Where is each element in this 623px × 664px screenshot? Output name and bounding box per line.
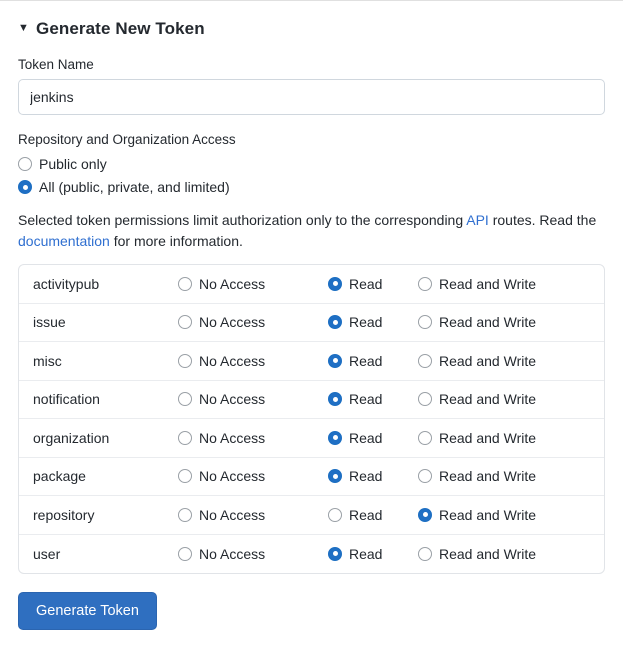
radio-icon[interactable]	[418, 315, 432, 329]
permission-name: repository	[33, 506, 95, 523]
permission-option-read[interactable]	[328, 430, 418, 446]
token-name-input[interactable]	[18, 79, 605, 115]
permission-option-no-access[interactable]	[178, 353, 328, 369]
content-area	[0, 1, 623, 630]
option-label: No Access	[199, 506, 266, 523]
table-row	[19, 496, 604, 535]
radio-icon[interactable]	[18, 180, 32, 194]
radio-icon[interactable]	[328, 354, 342, 368]
submit-area	[18, 592, 605, 630]
access-option-public-only[interactable]	[18, 156, 605, 172]
token-name-label: Token Name	[18, 57, 94, 72]
permissions-note	[18, 210, 605, 252]
option-label: No Access	[199, 545, 266, 562]
option-label: No Access	[199, 275, 266, 292]
radio-icon[interactable]	[418, 547, 432, 561]
permission-name: organization	[33, 429, 110, 446]
radio-icon[interactable]	[328, 431, 342, 445]
permission-option-read[interactable]	[328, 276, 418, 292]
option-label: Read	[349, 506, 383, 523]
permission-option-read[interactable]	[328, 314, 418, 330]
permission-name: package	[33, 468, 86, 485]
table-row	[19, 265, 604, 304]
permissions-table	[18, 264, 605, 574]
permission-name: issue	[33, 314, 66, 331]
permission-option-read-write[interactable]	[418, 391, 590, 407]
option-label: Read and Write	[439, 506, 537, 523]
permission-name: misc	[33, 352, 62, 369]
permission-option-read[interactable]	[328, 353, 418, 369]
radio-icon[interactable]	[418, 354, 432, 368]
radio-icon[interactable]	[178, 392, 192, 406]
option-label: Read	[349, 275, 383, 292]
permission-option-no-access[interactable]	[178, 314, 328, 330]
table-row	[19, 535, 604, 574]
option-label: No Access	[199, 468, 266, 485]
api-link[interactable]: API	[466, 212, 489, 228]
documentation-link[interactable]: documentation	[18, 233, 110, 249]
permission-option-no-access[interactable]	[178, 468, 328, 484]
option-label: No Access	[199, 314, 266, 331]
radio-icon[interactable]	[178, 354, 192, 368]
option-label: Read and Write	[439, 314, 537, 331]
permission-option-no-access[interactable]	[178, 430, 328, 446]
option-label: Read and Write	[439, 429, 537, 446]
permission-option-read-write[interactable]	[418, 314, 590, 330]
permission-option-no-access[interactable]	[178, 276, 328, 292]
note-text-3: for more information.	[109, 233, 243, 249]
option-label: Read	[349, 468, 383, 485]
permission-option-read[interactable]	[328, 391, 418, 407]
permission-option-read-write[interactable]	[418, 276, 590, 292]
access-option-label: All (public, private, and limited)	[39, 179, 230, 195]
permission-option-read-write[interactable]	[418, 353, 590, 369]
access-option-label: Public only	[39, 156, 107, 172]
option-label: Read and Write	[439, 275, 537, 292]
radio-icon[interactable]	[418, 469, 432, 483]
permission-option-no-access[interactable]	[178, 546, 328, 562]
radio-icon[interactable]	[328, 392, 342, 406]
permission-option-no-access[interactable]	[178, 507, 328, 523]
permission-name: user	[33, 545, 61, 562]
permission-option-read-write[interactable]	[418, 546, 590, 562]
radio-icon[interactable]	[418, 508, 432, 522]
radio-icon[interactable]	[418, 392, 432, 406]
permission-option-read-write[interactable]	[418, 430, 590, 446]
permission-option-read-write[interactable]	[418, 507, 590, 523]
option-label: Read	[349, 429, 383, 446]
table-row	[19, 342, 604, 381]
radio-icon[interactable]	[178, 508, 192, 522]
table-row	[19, 458, 604, 497]
option-label: No Access	[199, 352, 266, 369]
radio-icon[interactable]	[328, 547, 342, 561]
radio-icon[interactable]	[178, 315, 192, 329]
option-label: Read and Write	[439, 391, 537, 408]
table-row	[19, 304, 604, 343]
permission-name: notification	[33, 391, 100, 408]
radio-icon[interactable]	[328, 508, 342, 522]
permission-option-read[interactable]	[328, 507, 418, 523]
note-text-1: Selected token permissions limit authorization only to the corresponding	[18, 212, 467, 228]
radio-icon[interactable]	[178, 277, 192, 291]
radio-icon[interactable]	[328, 469, 342, 483]
option-label: No Access	[199, 391, 266, 408]
option-label: Read and Write	[439, 545, 537, 562]
permission-option-read[interactable]	[328, 468, 418, 484]
option-label: Read and Write	[439, 352, 537, 369]
option-label: Read and Write	[439, 468, 537, 485]
permission-name: activitypub	[33, 275, 100, 292]
radio-icon[interactable]	[418, 277, 432, 291]
option-label: No Access	[199, 429, 266, 446]
permission-option-read-write[interactable]	[418, 468, 590, 484]
access-option-all[interactable]	[18, 179, 605, 195]
option-label: Read	[349, 545, 383, 562]
radio-icon[interactable]	[18, 157, 32, 171]
triangle-down-icon[interactable]: ▼	[18, 21, 29, 34]
table-row	[19, 419, 604, 458]
section-header[interactable]	[18, 19, 605, 39]
generate-token-button[interactable]: Generate Token	[18, 592, 157, 630]
access-label: Repository and Organization Access	[18, 132, 236, 147]
radio-icon[interactable]	[328, 277, 342, 291]
option-label: Read	[349, 314, 383, 331]
permission-option-no-access[interactable]	[178, 391, 328, 407]
radio-icon[interactable]	[178, 469, 192, 483]
page-title: Generate New Token	[36, 19, 205, 38]
note-text-2: routes. Read the	[488, 212, 597, 228]
table-row	[19, 381, 604, 420]
option-label: Read	[349, 352, 383, 369]
radio-icon[interactable]	[328, 315, 342, 329]
radio-icon[interactable]	[178, 547, 192, 561]
radio-icon[interactable]	[178, 431, 192, 445]
option-label: Read	[349, 391, 383, 408]
permission-option-read[interactable]	[328, 546, 418, 562]
radio-icon[interactable]	[418, 431, 432, 445]
